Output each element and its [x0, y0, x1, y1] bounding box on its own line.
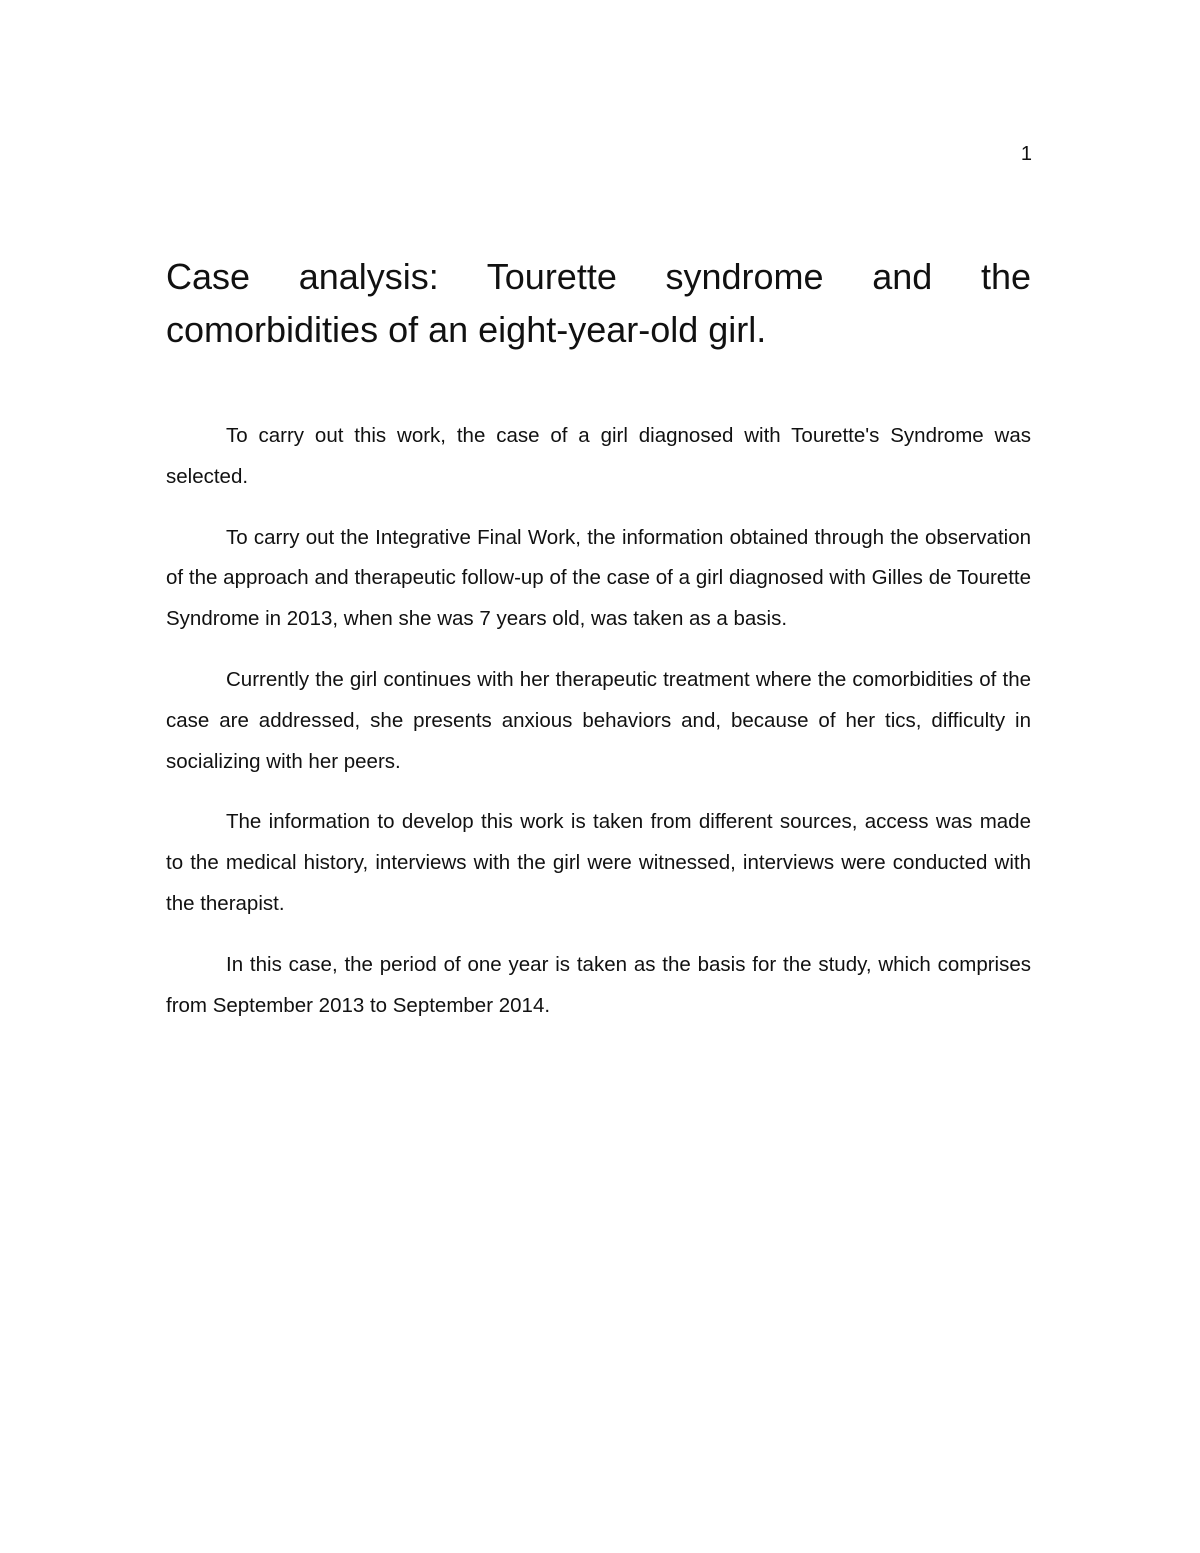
page-number: 1	[1020, 143, 1032, 165]
document-title: Case analysis: Tourette syndrome and the comorbidities of an eight-year-old girl.	[166, 256, 1031, 350]
paragraph-3: Currently the girl continues with her therapeutic treatment where the comorbidities of the case are addressed, she presents anxious behaviors and, because of her tics, difficulty in socializing with her peers.	[166, 667, 1031, 773]
paragraph-1: To carry out this work, the case of a girl diagnosed with Tourette's Syndrome was selected.	[166, 424, 1031, 488]
paragraph-4: The information to develop this work is taken from different sources, access was made to the medical history, interviews with the girl were witnessed, interviews were conducted with the therapist.	[166, 810, 1031, 915]
document-body	[166, 250, 1031, 1046]
paragraph-5: In this case, the period of one year is taken as the basis for the study, which comprises from September 2013 to September 2014.	[166, 952, 1031, 1017]
paragraph-2: To carry out the Integrative Final Work, the information obtained through the observation of the approach and therapeutic follow-up of the case of a girl diagnosed with Gilles de Tourette Syndrome in 2013, when she was 7 years old, was taken as a basis.	[166, 525, 1031, 631]
